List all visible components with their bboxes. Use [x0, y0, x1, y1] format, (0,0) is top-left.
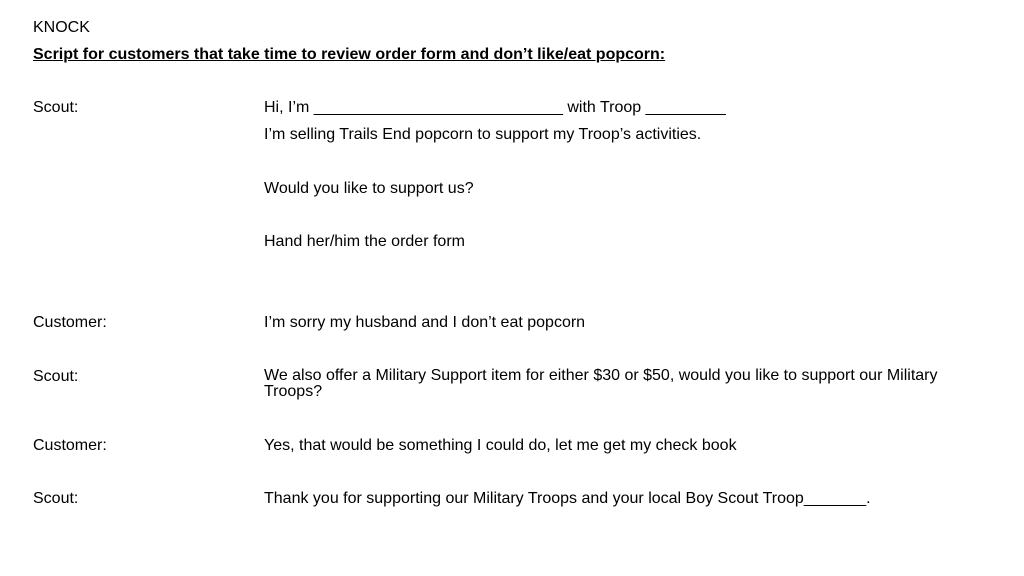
- dialogue-line: I’m sorry my husband and I don’t eat popcorn: [264, 314, 586, 331]
- dialogue-line: I’m selling Trails End popcorn to support my Troop’s activities.: [264, 126, 702, 143]
- dialogue-line: Hi, I’m ____________________________ with Troop _________: [264, 99, 726, 116]
- script-heading: Script for customers that take time to review order form and don’t like/eat popcorn:: [33, 46, 666, 63]
- speaker-label-customer: Customer:: [33, 437, 107, 454]
- speaker-label-scout: Scout:: [33, 490, 79, 507]
- dialogue-line: We also offer a Military Support item for either $30 or $50, would you like to support our Military Troops?: [264, 367, 938, 400]
- slide-title: KNOCK: [33, 19, 90, 36]
- dialogue-line: Thank you for supporting our Military Troops and your local Boy Scout Troop_______.: [264, 490, 871, 507]
- dialogue-line: Yes, that would be something I could do, let me get my check book: [264, 437, 737, 454]
- speaker-label-scout: Scout:: [33, 99, 79, 116]
- dialogue-line: Would you like to support us?: [264, 180, 474, 197]
- speaker-label-scout: Scout:: [33, 368, 79, 385]
- speaker-label-customer: Customer:: [33, 314, 107, 331]
- dialogue-line: Hand her/him the order form: [264, 233, 465, 250]
